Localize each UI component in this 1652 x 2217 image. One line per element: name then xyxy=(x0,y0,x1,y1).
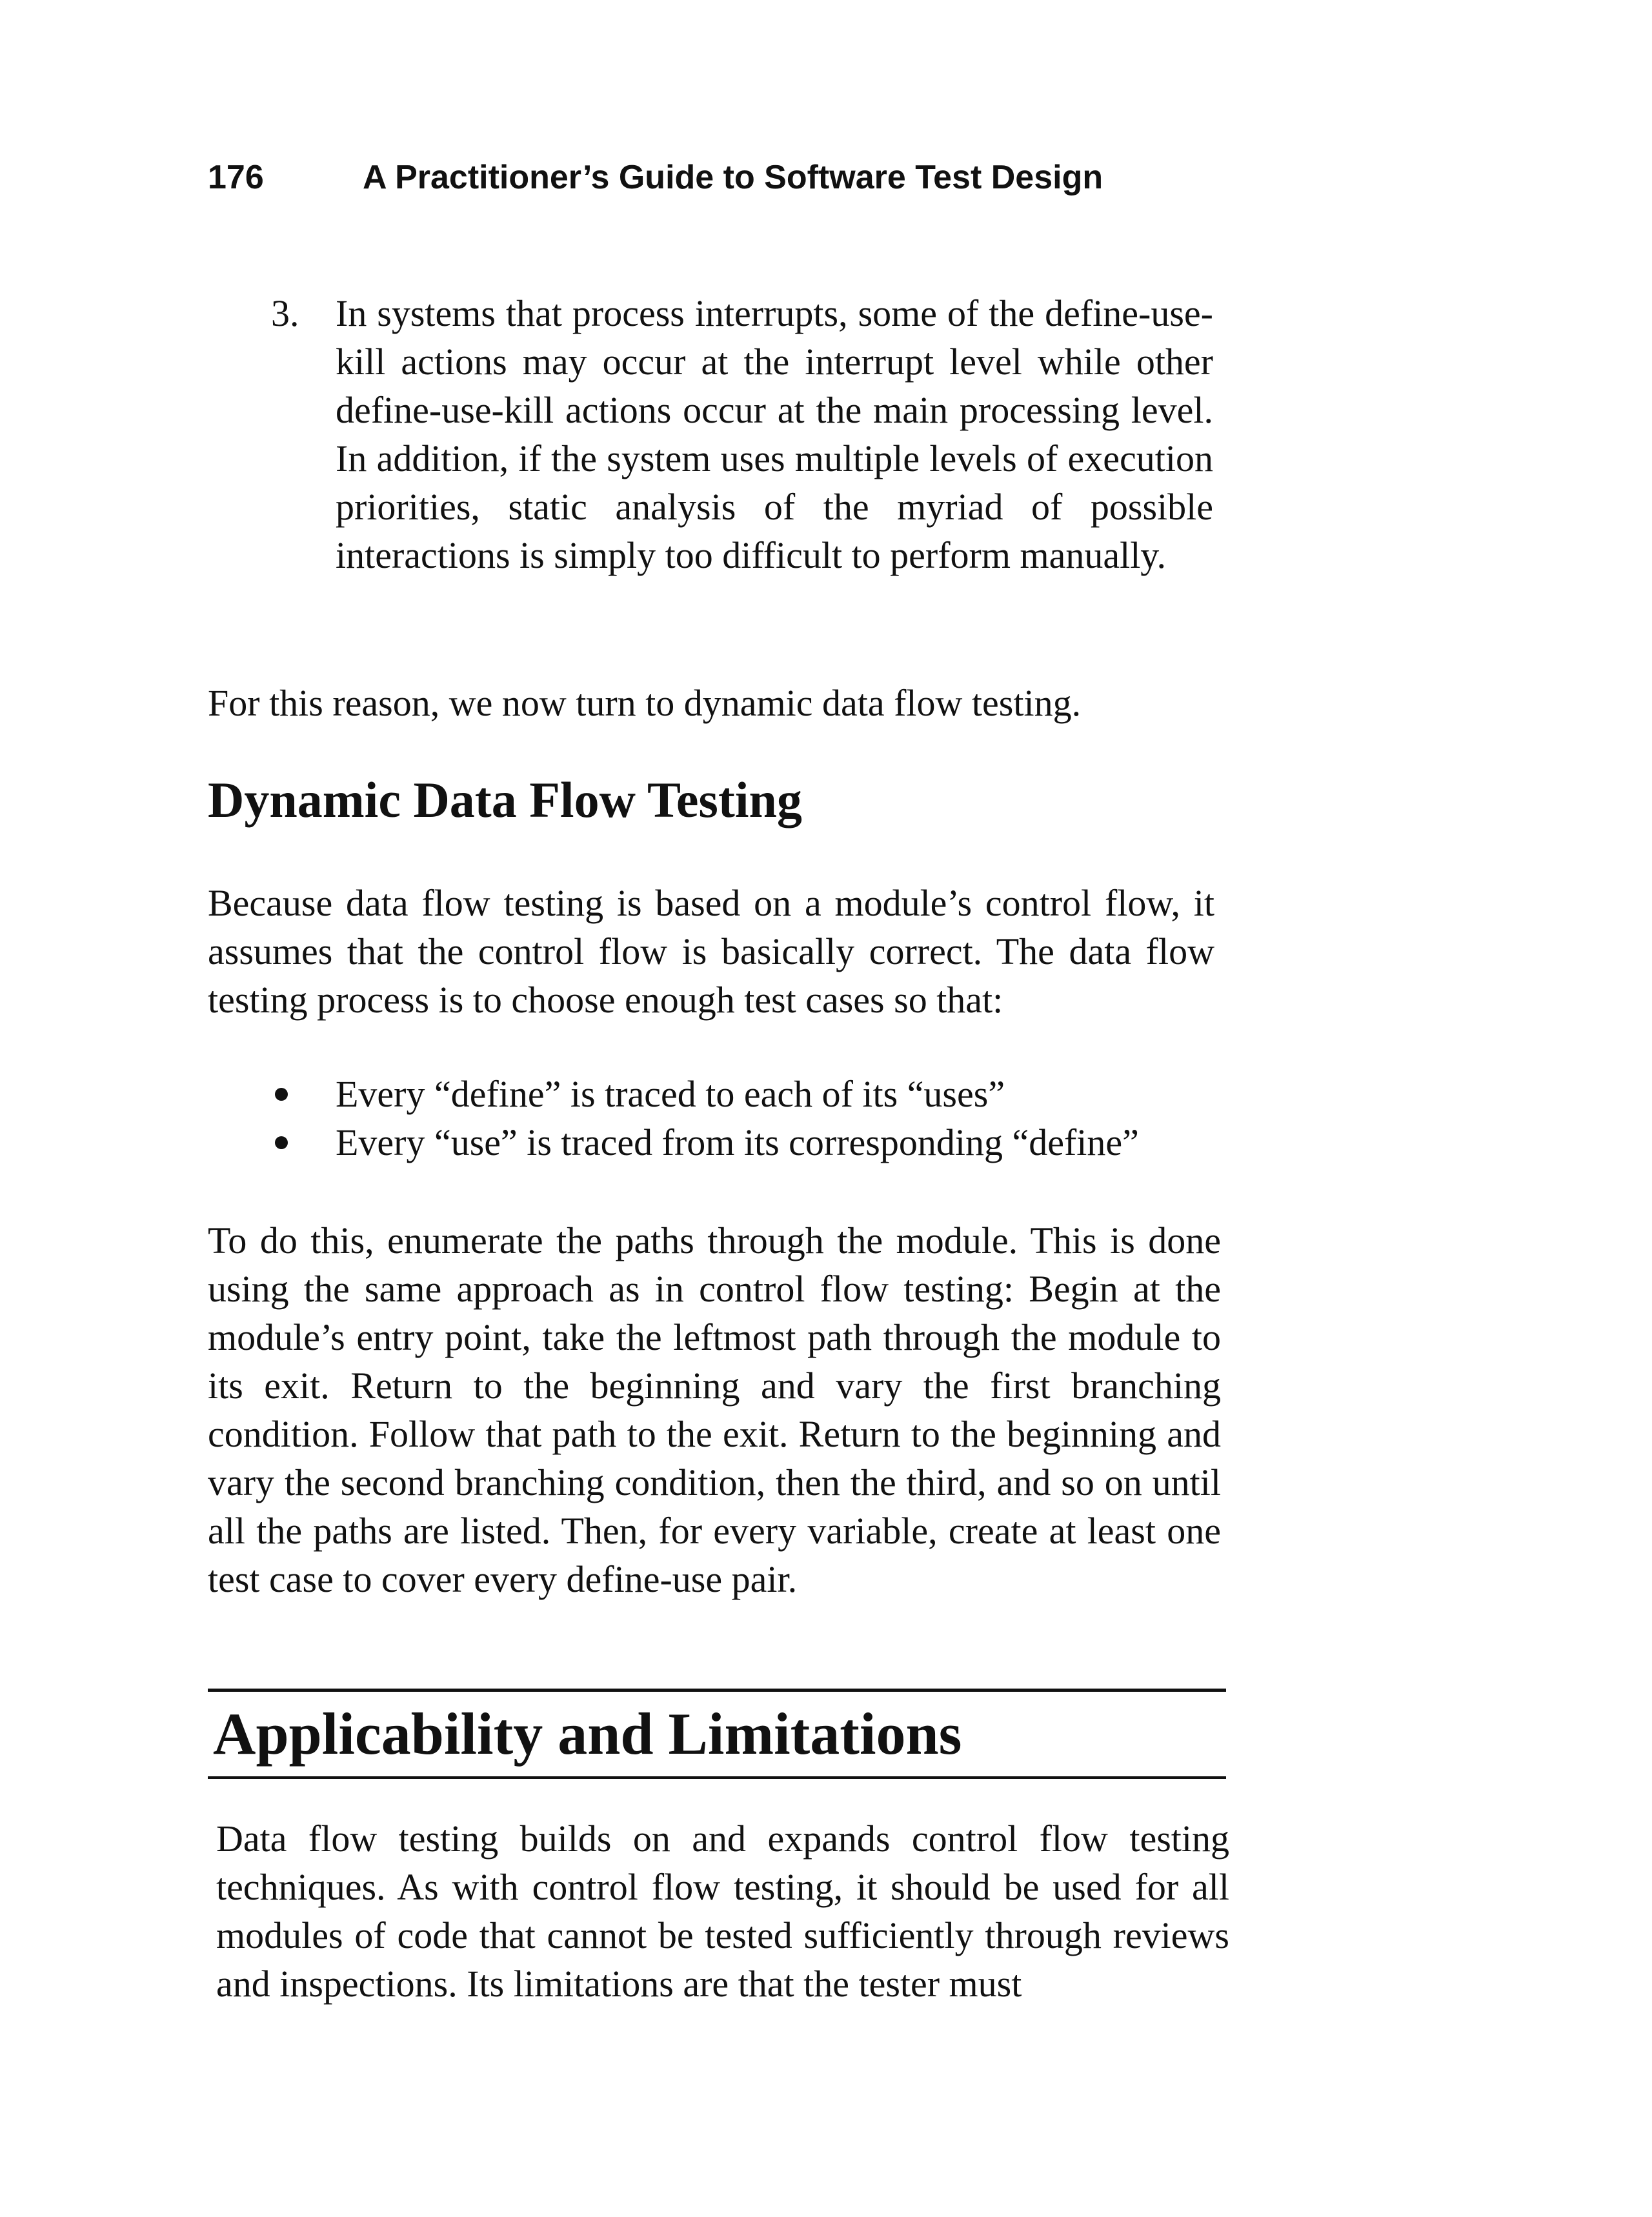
section-heading-applicability: Applicability and Limitations xyxy=(213,1701,962,1767)
book-title: A Practitioner’s Guide to Software Test Design xyxy=(363,159,1103,196)
procedure-paragraph: To do this, enumerate the paths through the module. This is done using the same approach as in control flow testing: Begin at the module’s entry point, take the leftmost path through the module to its exit. Return to the beginning and vary the first branching condition. Follow that path to the exit. Return to the beginning and vary the second branching condition, then the third, and so on until all the paths are listed. Then, for every variable, create at least one test case to cover every define-use pair. xyxy=(208,1219,1221,1600)
intro-paragraph: Because data flow testing is based on a module’s control flow, it assumes that the control flow is basically correct. The data flow testing process is to choose enough test cases so that: xyxy=(208,882,1214,1021)
section-heading-dynamic-data-flow: Dynamic Data Flow Testing xyxy=(208,772,802,828)
page-number: 176 xyxy=(208,159,264,196)
numbered-list-item xyxy=(271,289,1213,579)
bullet-text: Every “use” is traced from its corresponding “define” xyxy=(336,1121,1139,1163)
bullet-icon xyxy=(275,1136,288,1149)
section-rule-bottom xyxy=(208,1776,1226,1779)
applicability-paragraph: Data flow testing builds on and expands control flow testing techniques. As with control flow testing, it should be used for all modules of code that cannot be tested sufficiently through reviews and inspections. Its limitations are that the tester must xyxy=(216,1818,1229,2005)
bullet-list xyxy=(271,1070,1213,1167)
running-header xyxy=(208,158,1103,197)
reason-paragraph: For this reason, we now turn to dynamic data flow testing. xyxy=(208,682,1082,724)
bullet-item xyxy=(271,1070,1213,1118)
list-item-number: 3. xyxy=(271,292,299,334)
bullet-icon xyxy=(275,1088,288,1101)
section-rule-top xyxy=(208,1689,1226,1692)
bullet-text: Every “define” is traced to each of its “uses” xyxy=(336,1073,1005,1115)
list-item-text: In systems that process interrupts, some of the define-use-kill actions may occur at the interrupt level while other define-use-kill actions occur at the main processing level. In addition, if the system uses multiple levels of execution priorities, static analysis of the myriad of possible interactions is simply too difficult to perform manually. xyxy=(336,292,1213,576)
bullet-item xyxy=(271,1118,1213,1167)
